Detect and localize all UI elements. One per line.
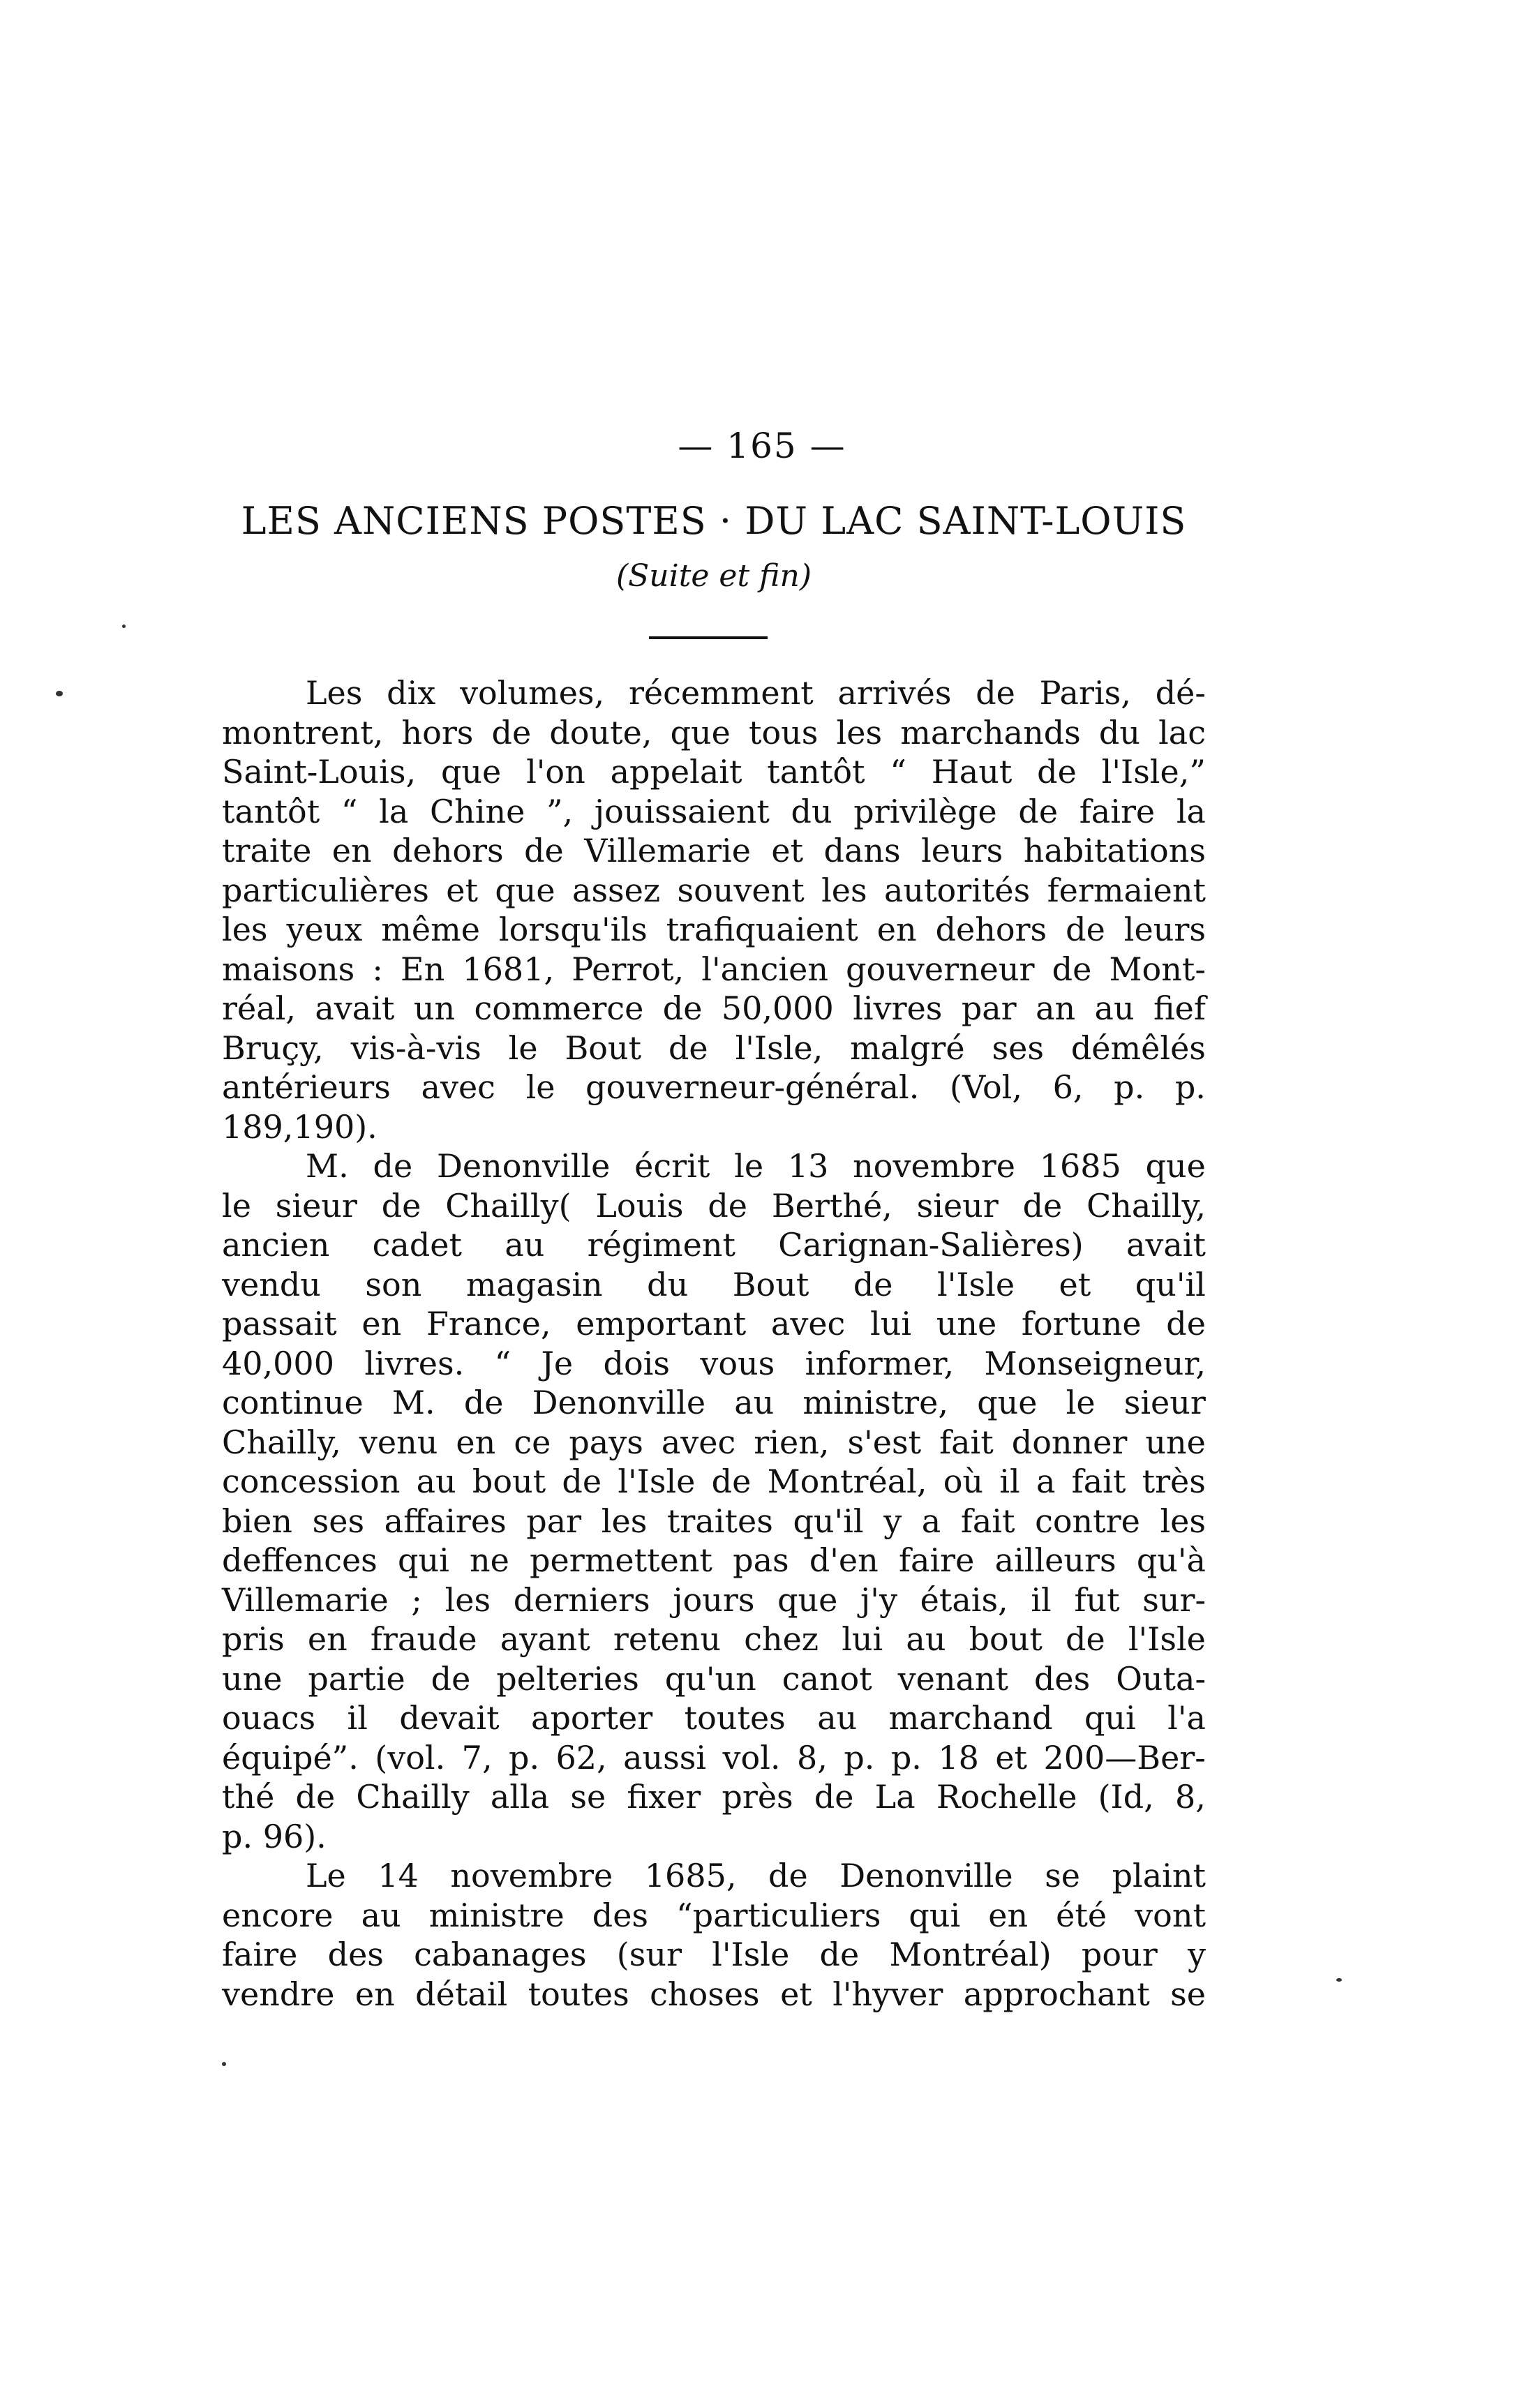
text-line: M. de Denonville écrit le 13 novembre 1685 que — [306, 1147, 1206, 1185]
text-line: tantôt “ la Chine ”, jouissaient du privilège de faire la — [222, 792, 1206, 830]
scan-speck — [122, 625, 126, 628]
text-line: particulières et que assez souvent les autorités fermaient — [222, 871, 1206, 909]
text-line: ouacs il devait aporter toutes au marchand qui l'a — [222, 1699, 1206, 1737]
text-line: pris en fraude ayant retenu chez lui au bout de l'Isle — [222, 1620, 1206, 1658]
text-line: ancien cadet au régiment Carignan-Salières) avait — [222, 1226, 1206, 1264]
text-line: deffences qui ne permettent pas d'en faire ailleurs qu'à — [222, 1541, 1206, 1579]
text-line: 40,000 livres. “ Je dois vous informer, Monseigneur, — [222, 1344, 1206, 1382]
title-divider-rule — [649, 636, 768, 639]
article-subtitle: (Suite et fin) — [616, 558, 812, 594]
text-line: passait en France, emportant avec lui une fortune de — [222, 1305, 1206, 1343]
text-line: une partie de pelteries qu'un canot venant des Outa- — [222, 1659, 1206, 1698]
text-line: antérieurs avec le gouverneur-général. (Vol, 6, p. p. — [222, 1068, 1206, 1106]
text-line: Les dix volumes, récemment arrivés de Paris, dé- — [306, 674, 1206, 712]
text-line: 189,190). — [222, 1107, 378, 1146]
page-number: — 165 — — [678, 426, 846, 466]
text-line: encore au ministre des “particuliers qui en été vont — [222, 1896, 1206, 1934]
article-title: LES ANCIENS POSTES · DU LAC SAINT-LOUIS — [241, 499, 1187, 543]
scan-speck — [56, 691, 63, 696]
text-line: traite en dehors de Villemarie et dans leurs habitations — [222, 832, 1206, 869]
text-line: bien ses affaires par les traites qu'il y a fait contre les — [222, 1502, 1206, 1540]
text-line: thé de Chailly alla se fixer près de La Rochelle (Id, 8, — [222, 1778, 1206, 1816]
text-line: équipé”. (vol. 7, p. 62, aussi vol. 8, p. p. 18 et 200—Ber- — [222, 1738, 1206, 1777]
text-line: le sieur de Chailly( Louis de Berthé, sieur de Chailly, — [222, 1186, 1206, 1225]
text-line: concession au bout de l'Isle de Montréal, où il a fait très — [222, 1463, 1206, 1500]
text-line: les yeux même lorsqu'ils trafiquaient en dehors de leurs — [222, 911, 1206, 948]
scan-speck — [1336, 1978, 1342, 1982]
text-line: montrent, hors de doute, que tous les marchands du lac — [222, 713, 1206, 751]
text-line: Chailly, venu en ce pays avec rien, s'est fait donner une — [222, 1423, 1206, 1461]
text-line: p. 96). — [222, 1817, 327, 1855]
text-line: vendre en détail toutes choses et l'hyver approchant se — [222, 1975, 1206, 2013]
text-line: Villemarie ; les derniers jours que j'y étais, il fut sur- — [222, 1580, 1206, 1619]
text-line: maisons : En 1681, Perrot, l'ancien gouverneur de Mont- — [222, 950, 1206, 988]
text-line: Le 14 novembre 1685, de Denonville se plaint — [306, 1857, 1206, 1894]
text-line: Saint-Louis, que l'on appelait tantôt “ Haut de l'Isle,” — [222, 753, 1206, 791]
text-line: continue M. de Denonville au ministre, que le sieur — [222, 1384, 1206, 1421]
text-line: Bruçy, vis-à-vis le Bout de l'Isle, malgré ses démêlés — [222, 1029, 1206, 1067]
text-line: réal, avait un commerce de 50,000 livres par an au fief — [222, 989, 1206, 1027]
scan-speck — [222, 2062, 226, 2066]
article-body — [222, 673, 1206, 2014]
text-line: faire des cabanages (sur l'Isle de Montréal) pour y — [222, 1936, 1206, 1973]
text-line: vendu son magasin du Bout de l'Isle et qu'il — [222, 1265, 1206, 1303]
